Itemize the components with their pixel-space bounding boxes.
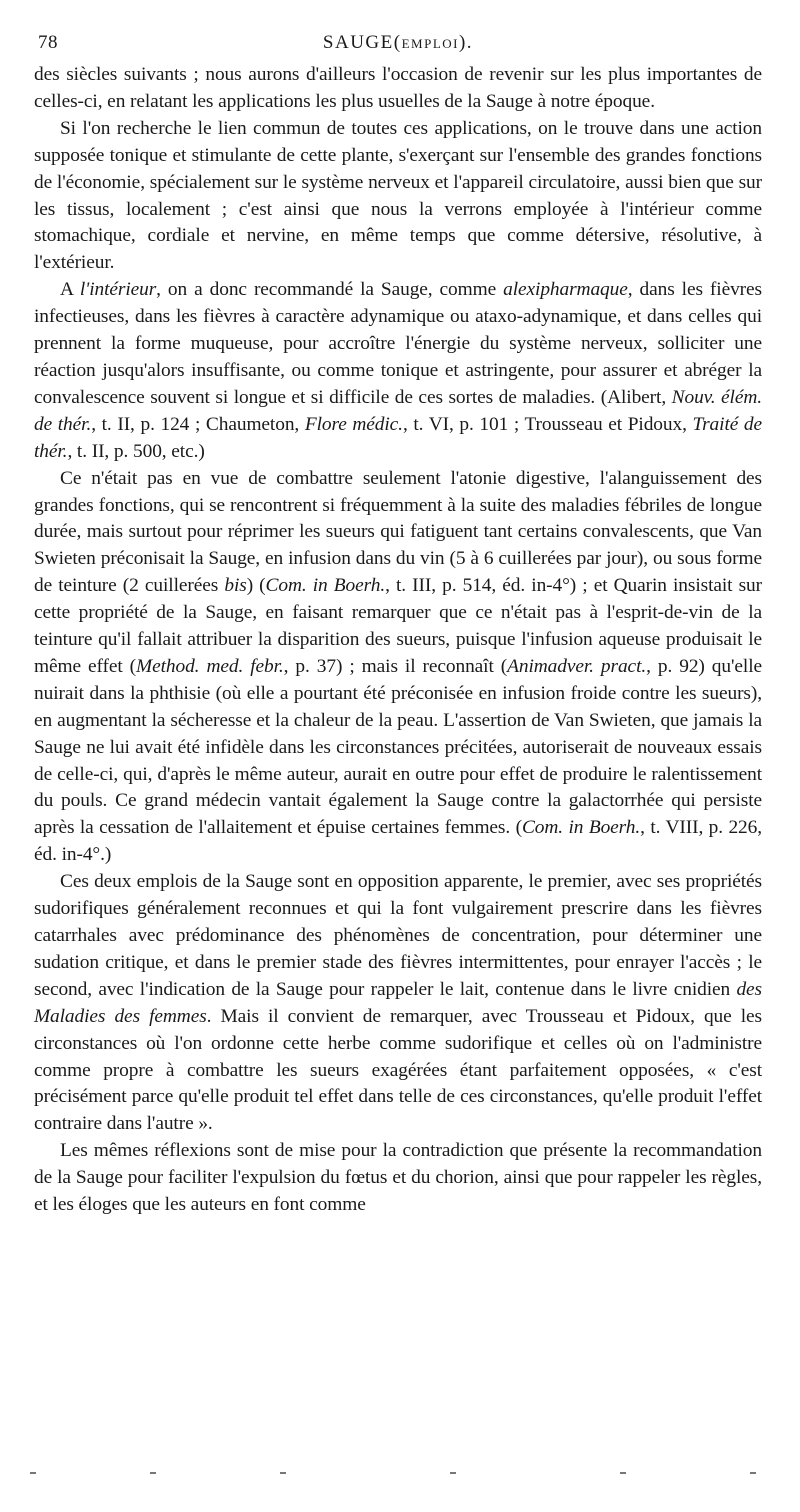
text-run: , t. III, p. 514, éd. in-4°) ; et Quarin insistait sur cette propriété de la Sauge, en faisant remarquer que ce n'était pas à l'esprit-de-vin de la teinture qu'il fallait attribuer la disparition des sueurs, puisque l'infusion aqueuse produisait le même effet ( (34, 575, 762, 677)
text-run: , t. VI, p. 101 ; Trousseau et Pidoux, (402, 413, 693, 435)
ink-speck (150, 1472, 156, 1474)
text-run: , t. II, p. 500, etc.) (67, 440, 205, 462)
text-run: , p. 37) ; mais il reconnaît ( (283, 655, 508, 677)
italic-text: des Maladies des femmes (34, 978, 762, 1027)
ink-speck (620, 1472, 626, 1474)
italic-text: alexipharmaque (503, 279, 628, 301)
italic-text: Flore médic. (304, 413, 403, 435)
text-run: Les mêmes réflexions sont de mise pour la contradiction que présente la recommandation de la Sauge pour faciliter l'expulsion du fœtus et du chorion, ainsi que pour rappeler les règles, et les éloges que les auteurs en font comme (34, 1140, 762, 1216)
paragraph (34, 466, 762, 870)
italic-text: Method. med. febr. (136, 655, 284, 677)
paragraph (34, 62, 762, 116)
paragraph (34, 869, 762, 1138)
italic-text: Com. in Boerh. (265, 575, 386, 597)
page-bottom-specks (30, 1472, 770, 1476)
text-run: , dans les fièvres infectieuses, dans les fièvres à caractère adynamique ou ataxo-adynamique, et dans celles qui prennent la forme muqueuse, pour accroître l'énergie du système nerveux, solliciter une réaction jusqu'alors insuffisante, ou comme tonique et astringente, pour assurer et abréger la convalescence souvent si longue et si difficile de ces sortes de maladies. (Alibert, (34, 279, 762, 408)
text-run: A (60, 279, 80, 301)
text-run: , on a donc recommandé la Sauge, comme (156, 279, 504, 301)
page-number: 78 (38, 32, 58, 53)
running-title-paren-close: ). (458, 32, 474, 53)
italic-text: Nouv. élém. de thér. (34, 386, 762, 435)
paragraph (34, 1138, 762, 1219)
text-run: ) ( (246, 575, 266, 597)
text-run: , t. VIII, p. 226, éd. in-4°.) (34, 817, 762, 866)
italic-text: bis (224, 575, 247, 597)
running-title-sub: EMPLOI (401, 36, 459, 51)
page (34, 28, 762, 1219)
text-run: Si l'on recherche le lien commun de toutes ces applications, on le trouve dans une action supposée tonique et stimulante de cette plante, s'exerçant sur l'ensemble des grandes fonctions de l'économie, spécialement sur le système nerveux et l'appareil circulatoire, aussi bien que sur les tissus, localement ; c'est ainsi que nous la verrons employée à l'intérieur comme stomachique, cordiale et nervine, en même temps que comme détersive, résolutive, à l'extérieur. (34, 117, 762, 274)
running-title (34, 32, 762, 54)
text-run: Ces deux emplois de la Sauge sont en opposition apparente, le premier, avec ses propriétés sudorifiques généralement reconnues et qui la font vulgairement prescrire dans les fièvres catarrhales avec prédominance des phénomènes de concentration, pour déterminer une sudation critique, et dans le premier stade des fièvres intermittentes, pour enrayer l'accès ; le second, avec l'indication de la Sauge pour rappeler le lait, contenue dans le livre cnidien (34, 871, 762, 1000)
paragraph (34, 277, 762, 465)
text-run: , p. 92) qu'elle nuirait dans la phthisie (où elle a pourtant été préconisée en infusion froide contre les sueurs), en augmentant la sécheresse et la chaleur de la peau. L'assertion de Van Swieten, que jamais la Sauge ne lui avait été infidèle dans les circonstances précitées, autoriserait de nouveaux essais de celle-ci, qui, d'après le même auteur, aurait en outre pour effet de produire le ralentissement du pouls. Ce grand médecin vantait également la Sauge contre la galactorrhée qui persiste après la cessation de l'allaitement et épuise certaines femmes. ( (34, 655, 762, 839)
italic-text: l'intérieur (79, 279, 157, 301)
ink-speck (30, 1472, 36, 1474)
text-run: , t. II, p. 124 ; Chaumeton, (91, 413, 305, 435)
text-run: des siècles suivants ; nous aurons d'ailleurs l'occasion de revenir sur les plus importantes de celles-ci, en relatant les applications les plus usuelles de la Sauge à notre époque. (34, 64, 762, 112)
italic-text: Com. in Boerh. (521, 817, 641, 839)
italic-text: Traité de thér. (34, 413, 763, 462)
ink-speck (450, 1472, 456, 1474)
text-run: . Mais il convient de remarquer, avec Trousseau et Pidoux, que les circonstances où l'on ordonne cette herbe comme sudorifique et celles où on l'administre comme propre à combattre les sueurs exagérées étant parfaitement opposées, « c'est précisément parce qu'elle produit tel effet dans telle de ces circonstances, qu'elle produit l'effet contraire dans l'autre ». (34, 1005, 762, 1135)
ink-speck (280, 1472, 286, 1474)
ink-speck (750, 1472, 756, 1474)
italic-text: Animadver. pract. (507, 655, 647, 677)
paragraph (34, 116, 762, 277)
text-run: Ce n'était pas en vue de combattre seulement l'atonie digestive, l'alanguissement des grandes fonctions, qui se rencontrent si fréquemment à la suite des maladies fébriles de longue durée, mais surtout pour réprimer les sueurs qui fatiguent tant certains convalescents, que Van Swieten préconisait la Sauge, en infusion dans du vin (5 à 6 cuillerées par jour), ou sous forme de teinture (2 cuillerées (34, 467, 762, 597)
running-header (34, 28, 762, 62)
running-title-paren-open: ( (393, 32, 402, 53)
body-text (34, 62, 762, 1219)
running-title-main: SAUGE (322, 32, 394, 53)
